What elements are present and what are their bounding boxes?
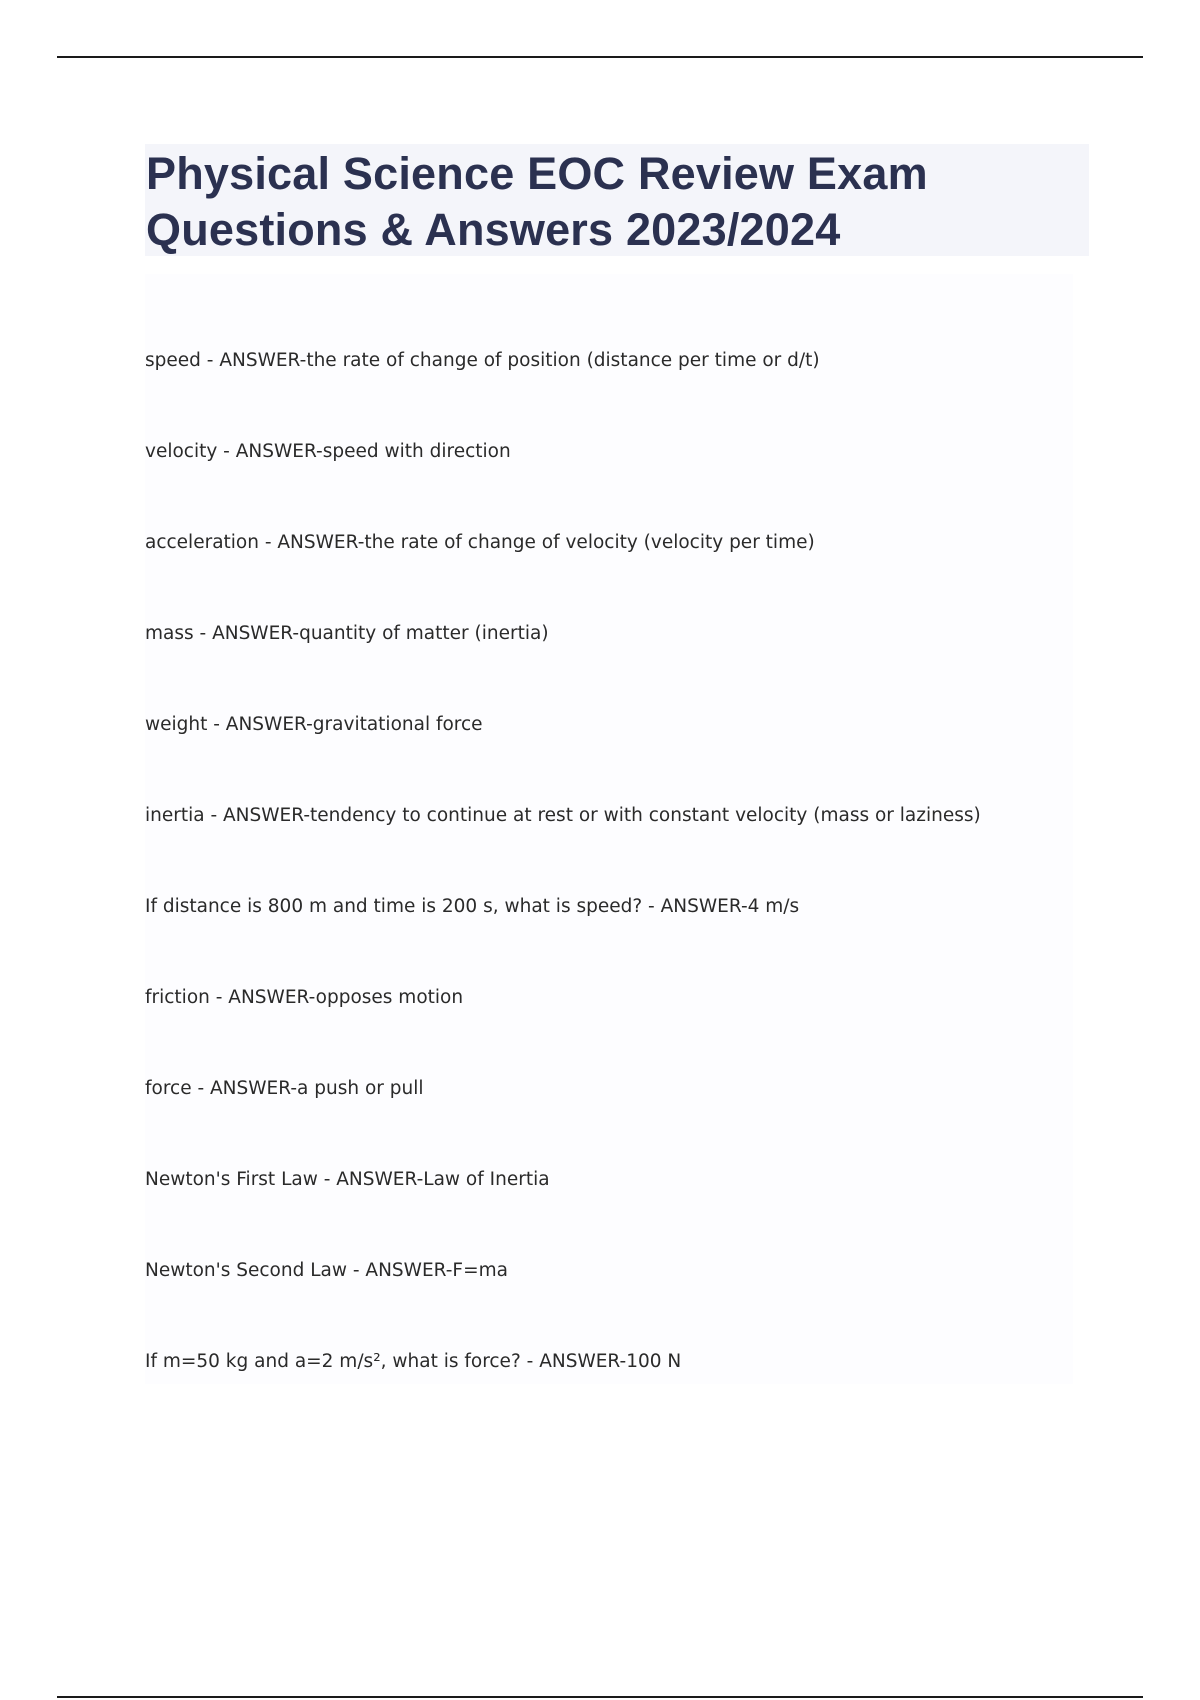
bottom-rule (57, 1696, 1143, 1698)
qa-item-newtons-second-law: Newton's Second Law - ANSWER-F=ma (145, 1260, 508, 1281)
qa-item-force-calculation: If m=50 kg and a=2 m/s², what is force? - ANSWER-100 N (145, 1351, 682, 1372)
qa-item-speed: speed - ANSWER-the rate of change of position (distance per time or d/t) (145, 350, 820, 371)
qa-item-force: force - ANSWER-a push or pull (145, 1078, 424, 1099)
top-rule (57, 56, 1143, 58)
qa-list (145, 347, 981, 1439)
qa-item-velocity: velocity - ANSWER-speed with direction (145, 441, 511, 462)
qa-item-newtons-first-law: Newton's First Law - ANSWER-Law of Inertia (145, 1169, 550, 1190)
qa-item-inertia: inertia - ANSWER-tendency to continue at rest or with constant velocity (mass or laziness) (145, 805, 981, 826)
qa-item-weight: weight - ANSWER-gravitational force (145, 714, 483, 735)
qa-item-acceleration: acceleration - ANSWER-the rate of change of velocity (velocity per time) (145, 532, 815, 553)
qa-item-speed-calculation: If distance is 800 m and time is 200 s, what is speed? - ANSWER-4 m/s (145, 896, 800, 917)
qa-item-friction: friction - ANSWER-opposes motion (145, 987, 464, 1008)
page-title: Physical Science EOC Review Exam Questions & Answers 2023/2024 (146, 148, 928, 255)
qa-item-mass: mass - ANSWER-quantity of matter (inertia) (145, 623, 549, 644)
